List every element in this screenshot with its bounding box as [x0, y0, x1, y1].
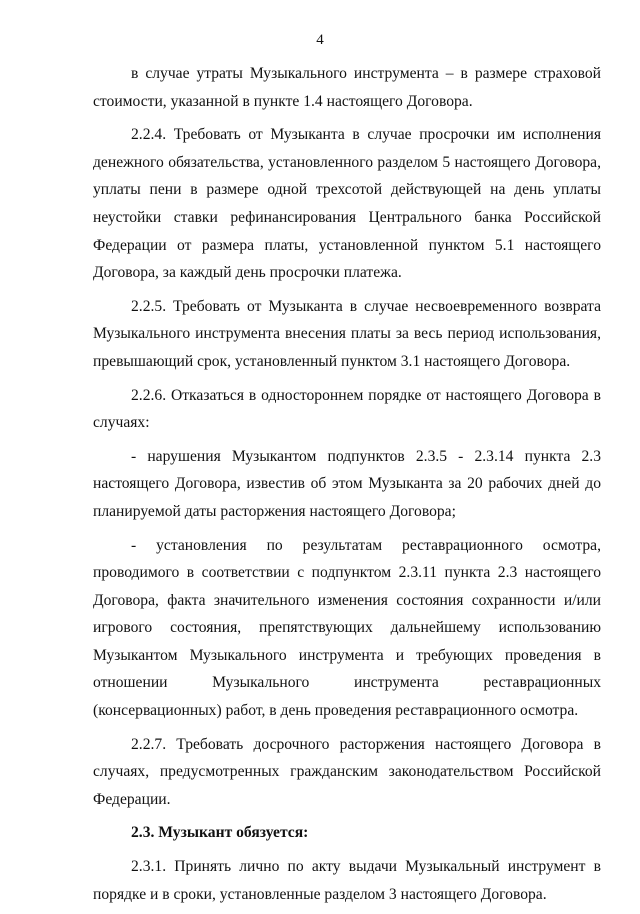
paragraph-2-2-5: 2.2.5. Требовать от Музыканта в случае несвоевременного возврата Музыкального инструмента внесения платы за весь период использования, превышающий срок, установленный пунктом 3.1 настоящего Договора.: [93, 297, 601, 370]
paragraph-violation-item: - нарушения Музыкантом подпунктов 2.3.5 - 2.3.14 пункта 2.3 настоящего Договора, известив об этом Музыканта за 20 рабочих дней до планируемой даты расторжения настоящего Договора;: [93, 447, 601, 520]
page-number: 4: [316, 32, 324, 48]
paragraph-loss-clause: в случае утраты Музыкального инструмента – в размере страховой стоимости, указанной в пункте 1.4 настоящего Договора.: [93, 65, 601, 110]
document-body: [93, 60, 601, 914]
section-heading-2-3: 2.3. Музыкант обязуется:: [131, 824, 309, 842]
paragraph-2-2-7: 2.2.7. Требовать досрочного расторжения настоящего Договора в случаях, предусмотренных гражданским законодательством Российской Федерации.: [93, 735, 601, 808]
paragraph-2-3-1: 2.3.1. Принять лично по акту выдачи Музыкальный инструмент в порядке и в сроки, установленные разделом 3 настоящего Договора.: [93, 858, 601, 903]
paragraph-inspection-item: - установления по результатам реставрационного осмотра, проводимого в соответствии с подпунктом 2.3.11 пункта 2.3 настоящего Договора, факта значительного изменения состояния сохранности и/или игрового состояния, препятствующих дальнейшему использованию Музыкантом Музыкального инструмента и требующих проведения в отношении Музыкального инструмента реставрационных (консервационных) работ, в день проведения реставрационного осмотра.: [93, 536, 601, 720]
paragraph-2-2-6: 2.2.6. Отказаться в одностороннем порядке от настоящего Договора в случаях:: [93, 386, 601, 432]
paragraph-2-2-4: 2.2.4. Требовать от Музыканта в случае просрочки им исполнения денежного обязательства, установленного разделом 5 настоящего Договора, уплаты пени в размере одной трехсотой действующей на день уплаты неустойки ставки рефинансирования Центрального банка Российской Федерации от размера платы, установленной пунктом 5.1 настоящего Договора, за каждый день просрочки платежа.: [93, 126, 601, 282]
